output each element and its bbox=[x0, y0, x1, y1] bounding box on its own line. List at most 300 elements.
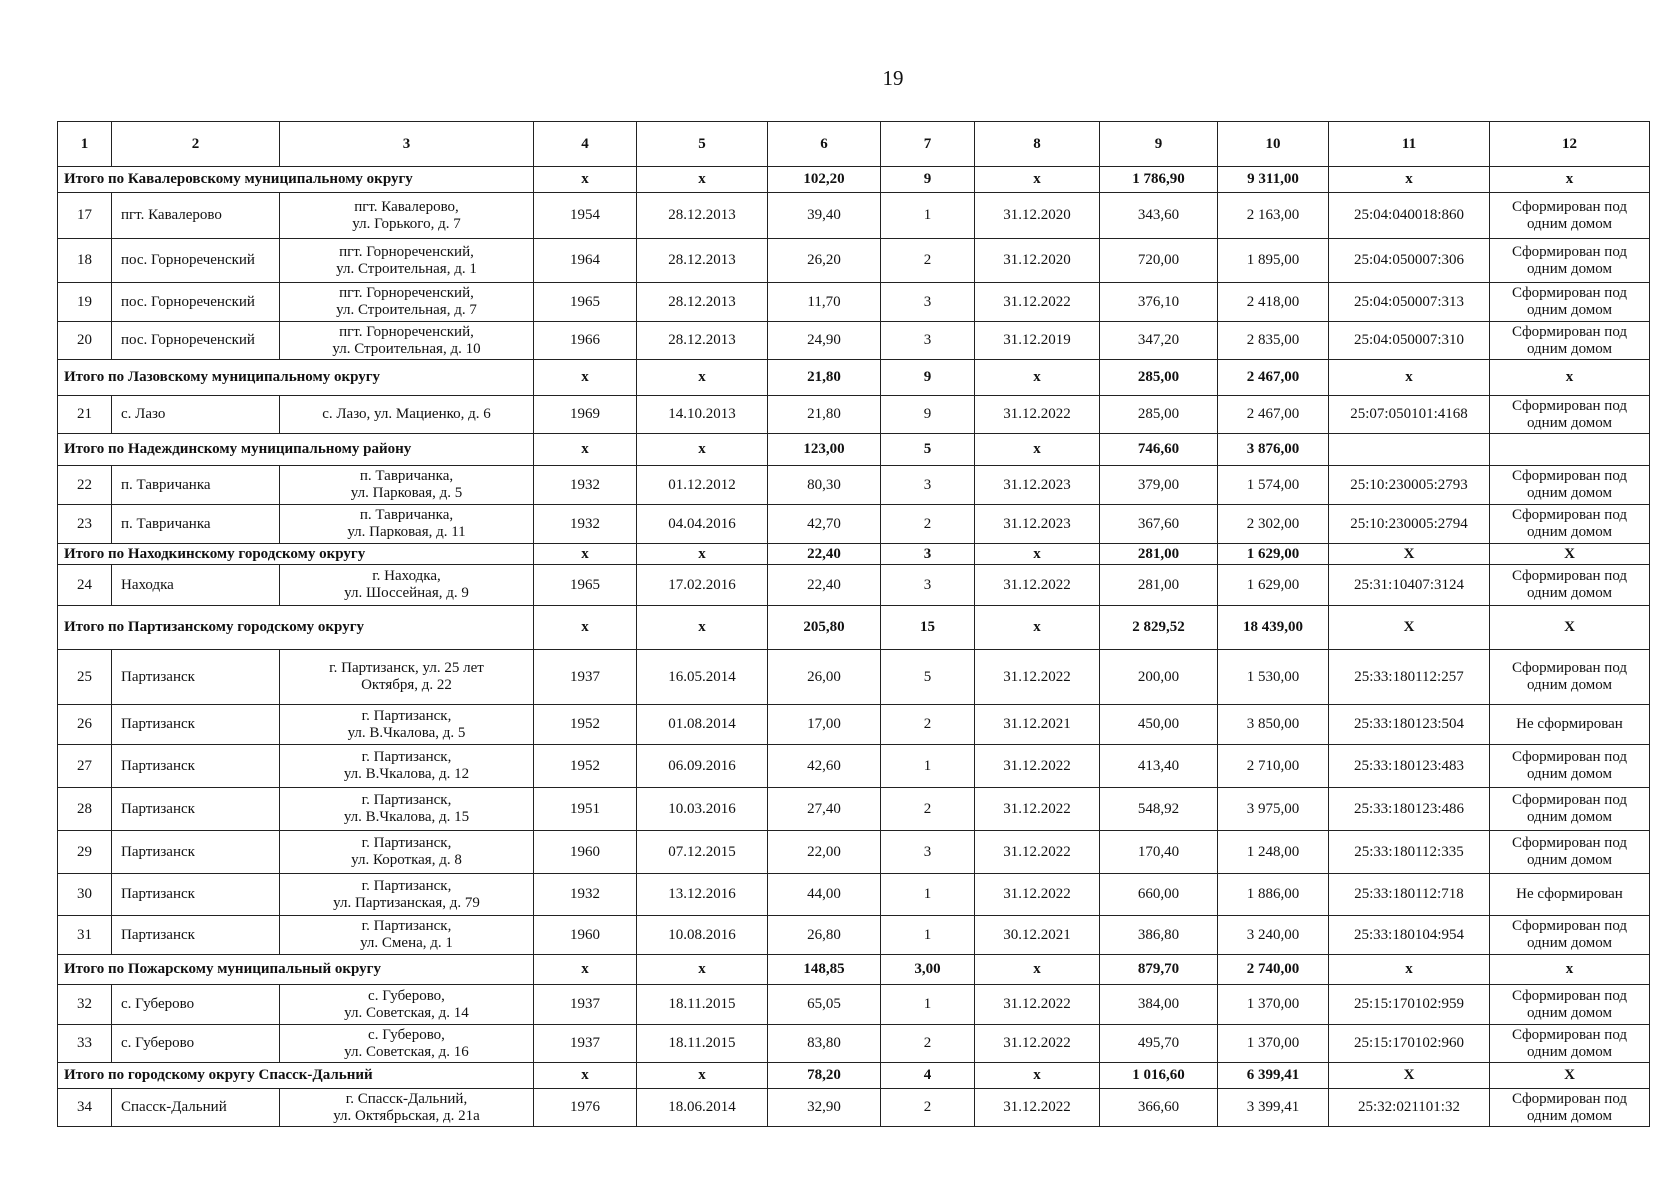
cadastral-number-cell: 25:32:021101:32 bbox=[1329, 1089, 1490, 1127]
land-status-cell: Сформирован под одним домом bbox=[1490, 985, 1650, 1025]
row-number-cell: 26 bbox=[58, 705, 112, 745]
settlement-cell: Партизанск bbox=[112, 788, 280, 831]
address-cell: г. Партизанск, ул. Короткая, д. 8 bbox=[280, 831, 534, 874]
build-year-cell: 1976 bbox=[534, 1089, 637, 1127]
recognition-date-cell: 06.09.2016 bbox=[637, 745, 768, 788]
land-area-cell: 2 302,00 bbox=[1218, 505, 1329, 544]
total-cell-c12: X bbox=[1490, 606, 1650, 650]
build-year-cell: 1932 bbox=[534, 505, 637, 544]
column-header: 2 bbox=[112, 122, 280, 167]
area-cell: 21,80 bbox=[768, 396, 881, 434]
table-row bbox=[58, 239, 1650, 283]
total-cell-c5: x bbox=[637, 606, 768, 650]
area-cell: 42,70 bbox=[768, 505, 881, 544]
row-number-cell: 21 bbox=[58, 396, 112, 434]
cadastral-number-cell: 25:10:230005:2793 bbox=[1329, 466, 1490, 505]
residents-cell: 3 bbox=[881, 466, 975, 505]
residents-cell: 3 bbox=[881, 322, 975, 360]
recognition-date-cell: 28.12.2013 bbox=[637, 193, 768, 239]
build-year-cell: 1960 bbox=[534, 831, 637, 874]
total-cell-c4: x bbox=[534, 434, 637, 466]
cadastral-number-cell: 25:31:10407:3124 bbox=[1329, 565, 1490, 606]
address-cell: г. Партизанск, ул. Смена, д. 1 bbox=[280, 916, 534, 955]
total-cell-c4: x bbox=[534, 360, 637, 396]
relocation-deadline-cell: 31.12.2022 bbox=[975, 985, 1100, 1025]
address-cell: г. Партизанск, ул. В.Чкалова, д. 5 bbox=[280, 705, 534, 745]
build-year-cell: 1965 bbox=[534, 283, 637, 322]
column-header: 3 bbox=[280, 122, 534, 167]
total-label: Итого по Лазовскому муниципальному округу bbox=[58, 360, 534, 396]
total-cell-c10: 1 629,00 bbox=[1218, 544, 1329, 565]
relocation-deadline-cell: 31.12.2021 bbox=[975, 705, 1100, 745]
row-number-cell: 34 bbox=[58, 1089, 112, 1127]
total-cell-c7: 4 bbox=[881, 1063, 975, 1089]
residents-cell: 2 bbox=[881, 1089, 975, 1127]
total-cell-c5: x bbox=[637, 544, 768, 565]
settlement-cell: пгт. Кавалерово bbox=[112, 193, 280, 239]
recognition-date-cell: 28.12.2013 bbox=[637, 283, 768, 322]
address-cell: г. Находка, ул. Шоссейная, д. 9 bbox=[280, 565, 534, 606]
land-area-cell: 1 530,00 bbox=[1218, 650, 1329, 705]
total-cell-c6: 123,00 bbox=[768, 434, 881, 466]
settlement-cell: Партизанск bbox=[112, 874, 280, 916]
table-row bbox=[58, 745, 1650, 788]
total-cell-c8: x bbox=[975, 167, 1100, 193]
column-header: 8 bbox=[975, 122, 1100, 167]
address-cell: г. Спасск-Дальний, ул. Октябрьская, д. 21а bbox=[280, 1089, 534, 1127]
land-status-cell: Сформирован под одним домом bbox=[1490, 745, 1650, 788]
build-year-cell: 1951 bbox=[534, 788, 637, 831]
cadastral-number-cell: 25:04:050007:306 bbox=[1329, 239, 1490, 283]
row-number-cell: 22 bbox=[58, 466, 112, 505]
land-area-cell: 3 240,00 bbox=[1218, 916, 1329, 955]
residents-cell: 3 bbox=[881, 565, 975, 606]
land-area-cell: 1 370,00 bbox=[1218, 985, 1329, 1025]
recognition-date-cell: 01.08.2014 bbox=[637, 705, 768, 745]
table-row bbox=[58, 705, 1650, 745]
land-area-cell: 1 895,00 bbox=[1218, 239, 1329, 283]
total-cell-c12 bbox=[1490, 434, 1650, 466]
area-cell: 65,05 bbox=[768, 985, 881, 1025]
row-number-cell: 23 bbox=[58, 505, 112, 544]
relocation-deadline-cell: 31.12.2022 bbox=[975, 1025, 1100, 1063]
total-cell-c11: x bbox=[1329, 167, 1490, 193]
total-cell-c11: x bbox=[1329, 360, 1490, 396]
relocation-deadline-cell: 31.12.2022 bbox=[975, 1089, 1100, 1127]
table-row bbox=[58, 466, 1650, 505]
settlement-cell: с. Губерово bbox=[112, 1025, 280, 1063]
land-status-cell: Не сформирован bbox=[1490, 874, 1650, 916]
total-cell-c5: x bbox=[637, 434, 768, 466]
living-area-cell: 379,00 bbox=[1100, 466, 1218, 505]
total-label: Итого по Кавалеровскому муниципальному округу bbox=[58, 167, 534, 193]
relocation-deadline-cell: 31.12.2022 bbox=[975, 874, 1100, 916]
residents-cell: 2 bbox=[881, 788, 975, 831]
recognition-date-cell: 17.02.2016 bbox=[637, 565, 768, 606]
total-cell-c9: 746,60 bbox=[1100, 434, 1218, 466]
cadastral-number-cell: 25:33:180112:257 bbox=[1329, 650, 1490, 705]
address-cell: с. Лазо, ул. Мациенко, д. 6 bbox=[280, 396, 534, 434]
land-status-cell: Сформирован под одним домом bbox=[1490, 1089, 1650, 1127]
recognition-date-cell: 10.03.2016 bbox=[637, 788, 768, 831]
total-label: Итого по Партизанскому городскому округу bbox=[58, 606, 534, 650]
registry-table bbox=[57, 121, 1650, 1127]
table-row bbox=[58, 193, 1650, 239]
relocation-deadline-cell: 31.12.2022 bbox=[975, 745, 1100, 788]
total-row bbox=[58, 167, 1650, 193]
area-cell: 26,20 bbox=[768, 239, 881, 283]
cadastral-number-cell: 25:33:180112:335 bbox=[1329, 831, 1490, 874]
relocation-deadline-cell: 31.12.2022 bbox=[975, 831, 1100, 874]
total-cell-c11: X bbox=[1329, 606, 1490, 650]
row-number-cell: 18 bbox=[58, 239, 112, 283]
address-cell: п. Тавричанка, ул. Парковая, д. 5 bbox=[280, 466, 534, 505]
settlement-cell: с. Губерово bbox=[112, 985, 280, 1025]
table-row bbox=[58, 831, 1650, 874]
recognition-date-cell: 16.05.2014 bbox=[637, 650, 768, 705]
build-year-cell: 1969 bbox=[534, 396, 637, 434]
cadastral-number-cell: 25:15:170102:960 bbox=[1329, 1025, 1490, 1063]
address-cell: с. Губерово, ул. Советская, д. 16 bbox=[280, 1025, 534, 1063]
relocation-deadline-cell: 31.12.2020 bbox=[975, 239, 1100, 283]
residents-cell: 1 bbox=[881, 985, 975, 1025]
area-cell: 24,90 bbox=[768, 322, 881, 360]
build-year-cell: 1965 bbox=[534, 565, 637, 606]
living-area-cell: 281,00 bbox=[1100, 565, 1218, 606]
area-cell: 26,00 bbox=[768, 650, 881, 705]
area-cell: 44,00 bbox=[768, 874, 881, 916]
area-cell: 32,90 bbox=[768, 1089, 881, 1127]
address-cell: пгт. Горнореченский, ул. Строительная, д. 1 bbox=[280, 239, 534, 283]
settlement-cell: Спасск-Дальний bbox=[112, 1089, 280, 1127]
land-area-cell: 1 248,00 bbox=[1218, 831, 1329, 874]
living-area-cell: 720,00 bbox=[1100, 239, 1218, 283]
settlement-cell: Партизанск bbox=[112, 705, 280, 745]
total-cell-c12: X bbox=[1490, 544, 1650, 565]
relocation-deadline-cell: 31.12.2023 bbox=[975, 466, 1100, 505]
table-row bbox=[58, 916, 1650, 955]
row-number-cell: 24 bbox=[58, 565, 112, 606]
area-cell: 22,00 bbox=[768, 831, 881, 874]
recognition-date-cell: 13.12.2016 bbox=[637, 874, 768, 916]
column-header: 9 bbox=[1100, 122, 1218, 167]
settlement-cell: п. Тавричанка bbox=[112, 505, 280, 544]
area-cell: 22,40 bbox=[768, 565, 881, 606]
total-cell-c9: 1 786,90 bbox=[1100, 167, 1218, 193]
total-cell-c8: x bbox=[975, 606, 1100, 650]
total-row bbox=[58, 360, 1650, 396]
cadastral-number-cell: 25:33:180112:718 bbox=[1329, 874, 1490, 916]
land-area-cell: 1 629,00 bbox=[1218, 565, 1329, 606]
build-year-cell: 1937 bbox=[534, 1025, 637, 1063]
area-cell: 17,00 bbox=[768, 705, 881, 745]
land-status-cell: Сформирован под одним домом bbox=[1490, 505, 1650, 544]
recognition-date-cell: 07.12.2015 bbox=[637, 831, 768, 874]
total-cell-c10: 18 439,00 bbox=[1218, 606, 1329, 650]
recognition-date-cell: 01.12.2012 bbox=[637, 466, 768, 505]
residents-cell: 3 bbox=[881, 831, 975, 874]
area-cell: 26,80 bbox=[768, 916, 881, 955]
land-area-cell: 1 886,00 bbox=[1218, 874, 1329, 916]
living-area-cell: 366,60 bbox=[1100, 1089, 1218, 1127]
column-header: 5 bbox=[637, 122, 768, 167]
total-cell-c7: 5 bbox=[881, 434, 975, 466]
total-cell-c8: x bbox=[975, 955, 1100, 985]
total-cell-c5: x bbox=[637, 1063, 768, 1089]
area-cell: 83,80 bbox=[768, 1025, 881, 1063]
land-area-cell: 3 975,00 bbox=[1218, 788, 1329, 831]
land-status-cell: Сформирован под одним домом bbox=[1490, 1025, 1650, 1063]
total-cell-c9: 879,70 bbox=[1100, 955, 1218, 985]
total-cell-c9: 285,00 bbox=[1100, 360, 1218, 396]
row-number-cell: 19 bbox=[58, 283, 112, 322]
address-cell: г. Партизанск, ул. В.Чкалова, д. 12 bbox=[280, 745, 534, 788]
living-area-cell: 384,00 bbox=[1100, 985, 1218, 1025]
relocation-deadline-cell: 31.12.2022 bbox=[975, 788, 1100, 831]
header-row bbox=[58, 122, 1650, 167]
residents-cell: 2 bbox=[881, 705, 975, 745]
land-area-cell: 2 710,00 bbox=[1218, 745, 1329, 788]
residents-cell: 3 bbox=[881, 283, 975, 322]
build-year-cell: 1937 bbox=[534, 650, 637, 705]
living-area-cell: 347,20 bbox=[1100, 322, 1218, 360]
total-cell-c4: x bbox=[534, 955, 637, 985]
residents-cell: 1 bbox=[881, 916, 975, 955]
column-header: 4 bbox=[534, 122, 637, 167]
recognition-date-cell: 18.11.2015 bbox=[637, 1025, 768, 1063]
land-area-cell: 2 163,00 bbox=[1218, 193, 1329, 239]
relocation-deadline-cell: 31.12.2023 bbox=[975, 505, 1100, 544]
residents-cell: 5 bbox=[881, 650, 975, 705]
build-year-cell: 1937 bbox=[534, 985, 637, 1025]
living-area-cell: 548,92 bbox=[1100, 788, 1218, 831]
recognition-date-cell: 14.10.2013 bbox=[637, 396, 768, 434]
relocation-deadline-cell: 31.12.2020 bbox=[975, 193, 1100, 239]
total-cell-c8: x bbox=[975, 544, 1100, 565]
land-area-cell: 1 574,00 bbox=[1218, 466, 1329, 505]
row-number-cell: 30 bbox=[58, 874, 112, 916]
total-cell-c12: x bbox=[1490, 360, 1650, 396]
cadastral-number-cell: 25:07:050101:4168 bbox=[1329, 396, 1490, 434]
residents-cell: 2 bbox=[881, 505, 975, 544]
total-cell-c7: 9 bbox=[881, 360, 975, 396]
living-area-cell: 495,70 bbox=[1100, 1025, 1218, 1063]
recognition-date-cell: 28.12.2013 bbox=[637, 239, 768, 283]
living-area-cell: 343,60 bbox=[1100, 193, 1218, 239]
land-status-cell: Сформирован под одним домом bbox=[1490, 916, 1650, 955]
living-area-cell: 170,40 bbox=[1100, 831, 1218, 874]
land-area-cell: 3 399,41 bbox=[1218, 1089, 1329, 1127]
page-number: 19 bbox=[882, 66, 904, 90]
address-cell: г. Партизанск, ул. В.Чкалова, д. 15 bbox=[280, 788, 534, 831]
total-row bbox=[58, 955, 1650, 985]
total-cell-c8: x bbox=[975, 360, 1100, 396]
settlement-cell: Находка bbox=[112, 565, 280, 606]
settlement-cell: Партизанск bbox=[112, 916, 280, 955]
area-cell: 80,30 bbox=[768, 466, 881, 505]
total-cell-c5: x bbox=[637, 167, 768, 193]
relocation-deadline-cell: 31.12.2022 bbox=[975, 650, 1100, 705]
cadastral-number-cell: 25:04:050007:310 bbox=[1329, 322, 1490, 360]
total-cell-c11 bbox=[1329, 434, 1490, 466]
relocation-deadline-cell: 30.12.2021 bbox=[975, 916, 1100, 955]
total-cell-c6: 102,20 bbox=[768, 167, 881, 193]
total-cell-c10: 2 740,00 bbox=[1218, 955, 1329, 985]
total-label: Итого по городскому округу Спасск-Дальний bbox=[58, 1063, 534, 1089]
build-year-cell: 1952 bbox=[534, 705, 637, 745]
total-cell-c5: x bbox=[637, 955, 768, 985]
total-cell-c6: 205,80 bbox=[768, 606, 881, 650]
cadastral-number-cell: 25:33:180104:954 bbox=[1329, 916, 1490, 955]
total-cell-c6: 148,85 bbox=[768, 955, 881, 985]
settlement-cell: пос. Горнореченский bbox=[112, 239, 280, 283]
table-row bbox=[58, 396, 1650, 434]
row-number-cell: 20 bbox=[58, 322, 112, 360]
relocation-deadline-cell: 31.12.2022 bbox=[975, 283, 1100, 322]
total-label: Итого по Пожарскому муниципальный округу bbox=[58, 955, 534, 985]
recognition-date-cell: 04.04.2016 bbox=[637, 505, 768, 544]
total-cell-c6: 22,40 bbox=[768, 544, 881, 565]
recognition-date-cell: 18.11.2015 bbox=[637, 985, 768, 1025]
living-area-cell: 376,10 bbox=[1100, 283, 1218, 322]
cadastral-number-cell: 25:10:230005:2794 bbox=[1329, 505, 1490, 544]
settlement-cell: Партизанск bbox=[112, 831, 280, 874]
residents-cell: 1 bbox=[881, 874, 975, 916]
land-status-cell: Сформирован под одним домом bbox=[1490, 396, 1650, 434]
table-row bbox=[58, 322, 1650, 360]
table-row bbox=[58, 650, 1650, 705]
total-cell-c4: x bbox=[534, 606, 637, 650]
recognition-date-cell: 10.08.2016 bbox=[637, 916, 768, 955]
land-status-cell: Сформирован под одним домом bbox=[1490, 466, 1650, 505]
settlement-cell: пос. Горнореченский bbox=[112, 283, 280, 322]
total-cell-c6: 78,20 bbox=[768, 1063, 881, 1089]
build-year-cell: 1932 bbox=[534, 874, 637, 916]
total-cell-c7: 3,00 bbox=[881, 955, 975, 985]
total-cell-c12: x bbox=[1490, 955, 1650, 985]
build-year-cell: 1952 bbox=[534, 745, 637, 788]
total-cell-c12: x bbox=[1490, 167, 1650, 193]
total-row bbox=[58, 606, 1650, 650]
table-row bbox=[58, 505, 1650, 544]
total-cell-c12: X bbox=[1490, 1063, 1650, 1089]
column-header: 12 bbox=[1490, 122, 1650, 167]
row-number-cell: 28 bbox=[58, 788, 112, 831]
total-cell-c4: x bbox=[534, 167, 637, 193]
recognition-date-cell: 18.06.2014 bbox=[637, 1089, 768, 1127]
column-header: 7 bbox=[881, 122, 975, 167]
total-cell-c8: x bbox=[975, 434, 1100, 466]
total-cell-c11: X bbox=[1329, 1063, 1490, 1089]
row-number-cell: 29 bbox=[58, 831, 112, 874]
cadastral-number-cell: 25:04:050007:313 bbox=[1329, 283, 1490, 322]
residents-cell: 2 bbox=[881, 239, 975, 283]
land-status-cell: Сформирован под одним домом bbox=[1490, 239, 1650, 283]
total-cell-c9: 1 016,60 bbox=[1100, 1063, 1218, 1089]
cadastral-number-cell: 25:33:180123:483 bbox=[1329, 745, 1490, 788]
land-status-cell: Сформирован под одним домом bbox=[1490, 831, 1650, 874]
cadastral-number-cell: 25:15:170102:959 bbox=[1329, 985, 1490, 1025]
settlement-cell: п. Тавричанка bbox=[112, 466, 280, 505]
living-area-cell: 660,00 bbox=[1100, 874, 1218, 916]
table-row bbox=[58, 565, 1650, 606]
land-status-cell: Не сформирован bbox=[1490, 705, 1650, 745]
land-area-cell: 3 850,00 bbox=[1218, 705, 1329, 745]
settlement-cell: пос. Горнореченский bbox=[112, 322, 280, 360]
land-status-cell: Сформирован под одним домом bbox=[1490, 322, 1650, 360]
total-cell-c10: 2 467,00 bbox=[1218, 360, 1329, 396]
total-cell-c7: 15 bbox=[881, 606, 975, 650]
row-number-cell: 33 bbox=[58, 1025, 112, 1063]
column-header: 1 bbox=[58, 122, 112, 167]
living-area-cell: 413,40 bbox=[1100, 745, 1218, 788]
residents-cell: 2 bbox=[881, 1025, 975, 1063]
total-cell-c7: 9 bbox=[881, 167, 975, 193]
table-row bbox=[58, 874, 1650, 916]
total-row bbox=[58, 1063, 1650, 1089]
living-area-cell: 367,60 bbox=[1100, 505, 1218, 544]
area-cell: 42,60 bbox=[768, 745, 881, 788]
cadastral-number-cell: 25:33:180123:504 bbox=[1329, 705, 1490, 745]
address-cell: пгт. Кавалерово, ул. Горького, д. 7 bbox=[280, 193, 534, 239]
total-cell-c7: 3 bbox=[881, 544, 975, 565]
row-number-cell: 27 bbox=[58, 745, 112, 788]
row-number-cell: 31 bbox=[58, 916, 112, 955]
settlement-cell: Партизанск bbox=[112, 650, 280, 705]
row-number-cell: 32 bbox=[58, 985, 112, 1025]
settlement-cell: Партизанск bbox=[112, 745, 280, 788]
table-row bbox=[58, 985, 1650, 1025]
total-row bbox=[58, 434, 1650, 466]
land-status-cell: Сформирован под одним домом bbox=[1490, 788, 1650, 831]
residents-cell: 9 bbox=[881, 396, 975, 434]
address-cell: г. Партизанск, ул. 25 лет Октября, д. 22 bbox=[280, 650, 534, 705]
land-status-cell: Сформирован под одним домом bbox=[1490, 283, 1650, 322]
column-header: 6 bbox=[768, 122, 881, 167]
living-area-cell: 450,00 bbox=[1100, 705, 1218, 745]
total-cell-c10: 6 399,41 bbox=[1218, 1063, 1329, 1089]
total-cell-c11: x bbox=[1329, 955, 1490, 985]
relocation-deadline-cell: 31.12.2022 bbox=[975, 396, 1100, 434]
table-row bbox=[58, 1089, 1650, 1127]
address-cell: пгт. Горнореченский, ул. Строительная, д. 10 bbox=[280, 322, 534, 360]
table-body bbox=[58, 122, 1650, 1127]
build-year-cell: 1932 bbox=[534, 466, 637, 505]
total-cell-c11: X bbox=[1329, 544, 1490, 565]
row-number-cell: 25 bbox=[58, 650, 112, 705]
land-area-cell: 2 835,00 bbox=[1218, 322, 1329, 360]
build-year-cell: 1964 bbox=[534, 239, 637, 283]
settlement-cell: с. Лазо bbox=[112, 396, 280, 434]
total-cell-c4: x bbox=[534, 1063, 637, 1089]
residents-cell: 1 bbox=[881, 193, 975, 239]
land-area-cell: 2 467,00 bbox=[1218, 396, 1329, 434]
address-cell: п. Тавричанка, ул. Парковая, д. 11 bbox=[280, 505, 534, 544]
build-year-cell: 1960 bbox=[534, 916, 637, 955]
total-row bbox=[58, 544, 1650, 565]
land-area-cell: 1 370,00 bbox=[1218, 1025, 1329, 1063]
total-cell-c5: x bbox=[637, 360, 768, 396]
living-area-cell: 285,00 bbox=[1100, 396, 1218, 434]
area-cell: 39,40 bbox=[768, 193, 881, 239]
land-status-cell: Сформирован под одним домом bbox=[1490, 565, 1650, 606]
area-cell: 27,40 bbox=[768, 788, 881, 831]
row-number-cell: 17 bbox=[58, 193, 112, 239]
total-cell-c9: 2 829,52 bbox=[1100, 606, 1218, 650]
address-cell: с. Губерово, ул. Советская, д. 14 bbox=[280, 985, 534, 1025]
total-cell-c10: 3 876,00 bbox=[1218, 434, 1329, 466]
recognition-date-cell: 28.12.2013 bbox=[637, 322, 768, 360]
